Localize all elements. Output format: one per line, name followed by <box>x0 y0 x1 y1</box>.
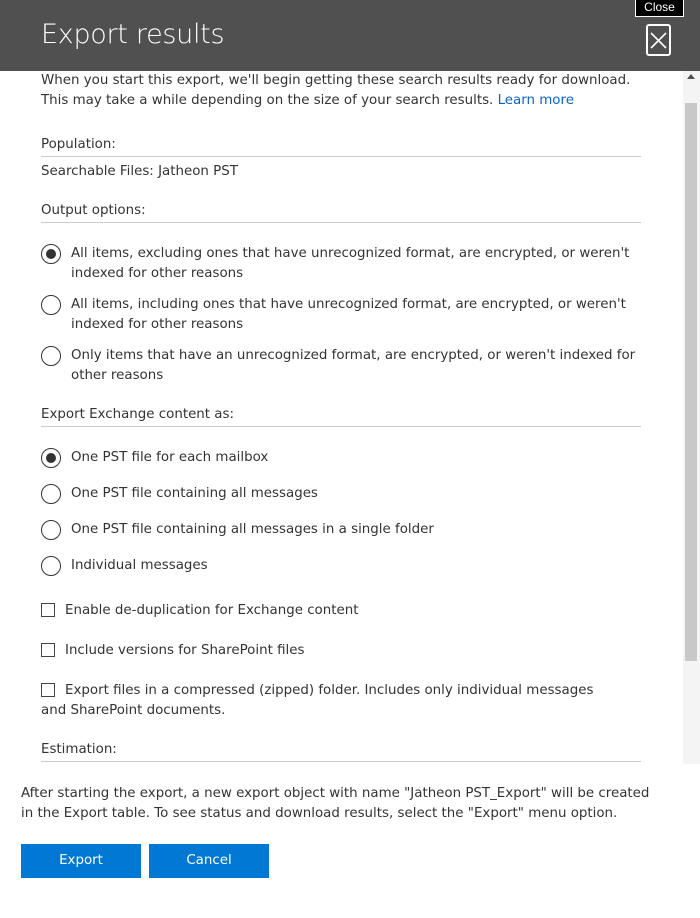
output-option-radio-3[interactable] <box>41 346 61 366</box>
population-label: Population: <box>41 137 116 152</box>
output-options-label: Output options: <box>41 203 146 218</box>
output-option-label-2: All items, including ones that have unrecognized format, are encrypted, or weren't indexed for other reasons <box>71 297 626 332</box>
cancel-button[interactable]: Cancel <box>149 844 269 878</box>
exchange-option-label-1: One PST file for each mailbox <box>71 450 269 465</box>
scroll-up-arrow-icon[interactable] <box>687 74 695 79</box>
zip-export-label: Export files in a compressed (zipped) folder. Includes only individual messages and SharePoint documents. <box>41 683 594 718</box>
exchange-content-label: Export Exchange content as: <box>41 407 234 422</box>
intro-text <box>41 71 641 111</box>
intro-description: When you start this export, we'll begin getting these search results ready for download. This may take a while depending on the size of your search results. <box>41 73 631 108</box>
dialog-header <box>0 0 700 71</box>
close-icon <box>649 31 668 50</box>
exchange-option-radio-3[interactable] <box>41 520 61 540</box>
section-divider <box>41 222 641 223</box>
dedup-label: Enable de-duplication for Exchange content <box>65 603 359 618</box>
vertical-scrollbar[interactable] <box>683 71 700 764</box>
sharepoint-versions-checkbox[interactable] <box>41 643 55 657</box>
section-divider <box>41 761 641 762</box>
section-divider <box>41 426 641 427</box>
exchange-option-label-3: One PST file containing all messages in a single folder <box>71 522 434 537</box>
dialog-content[interactable] <box>0 71 684 764</box>
exchange-option-label-4: Individual messages <box>71 558 208 573</box>
scrollbar-thumb[interactable] <box>685 103 697 661</box>
output-option-radio-1[interactable] <box>41 244 61 264</box>
exchange-option-label-2: One PST file containing all messages <box>71 486 318 501</box>
dedup-checkbox[interactable] <box>41 603 55 617</box>
output-option-label-1: All items, excluding ones that have unrecognized format, are encrypted, or weren't indexed for other reasons <box>71 246 630 281</box>
export-button[interactable]: Export <box>21 844 141 878</box>
exchange-option-radio-2[interactable] <box>41 484 61 504</box>
output-option-label-3: Only items that have an unrecognized format, are encrypted, or weren't indexed for other reasons <box>71 348 636 383</box>
output-option-radio-2[interactable] <box>41 295 61 315</box>
close-button[interactable] <box>646 24 671 56</box>
footer-note: After starting the export, a new export object with name "Jatheon PST_Export" will be created in the Export table. To see status and download results, select the "Export" menu option. <box>21 786 650 821</box>
exchange-option-radio-1[interactable] <box>41 448 61 468</box>
exchange-option-radio-4[interactable] <box>41 556 61 576</box>
learn-more-link[interactable]: Learn more <box>497 93 574 108</box>
population-value: Searchable Files: Jatheon PST <box>41 164 238 179</box>
sharepoint-versions-label: Include versions for SharePoint files <box>65 643 305 658</box>
close-tooltip: Close <box>635 0 684 17</box>
dialog-title: Export results <box>41 19 225 50</box>
estimation-label: Estimation: <box>41 742 117 757</box>
section-divider <box>41 156 641 157</box>
